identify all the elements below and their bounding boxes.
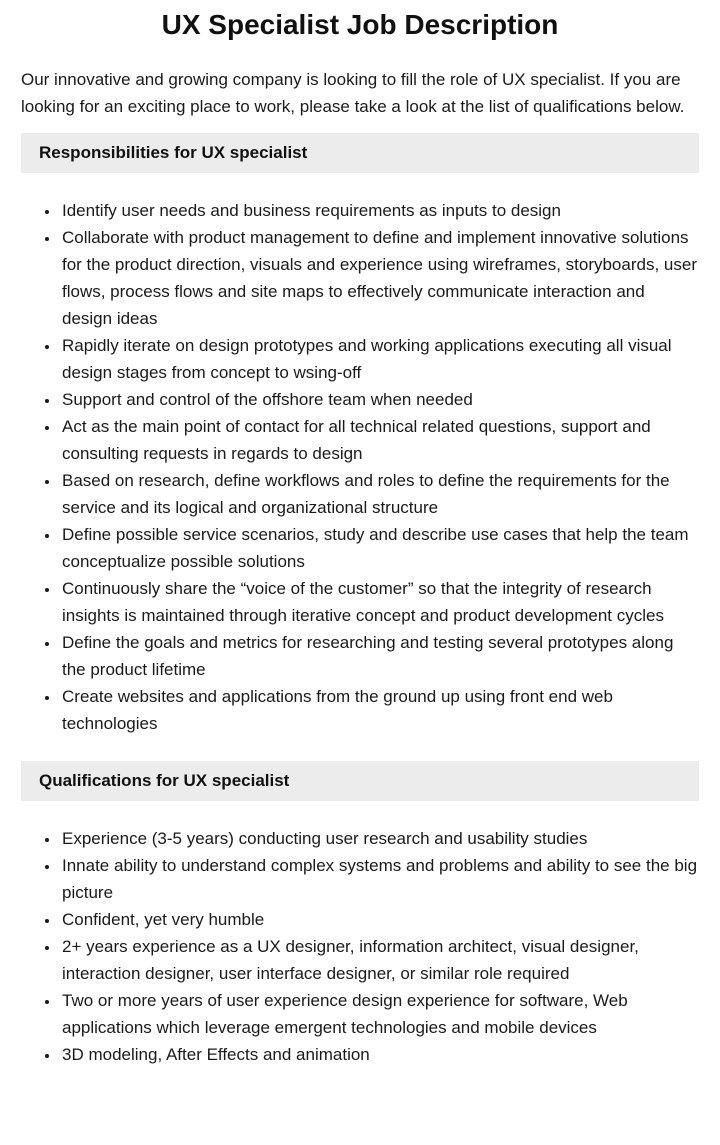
list-item: • Create websites and applications from the ground up using front end web technologies <box>60 683 699 737</box>
list-item: • Based on research, define workflows and roles to define the requirements for the service and its logical and organizational structure <box>60 467 699 521</box>
list-item: • Define possible service scenarios, study and describe use cases that help the team conceptualize possible solutions <box>60 521 699 575</box>
responsibilities-section <box>21 133 699 737</box>
list-item: • 2+ years experience as a UX designer, information architect, visual designer, interaction designer, user interface designer, or similar role required <box>60 933 699 987</box>
intro-paragraph: Our innovative and growing company is looking to fill the role of UX specialist. If you are looking for an exciting place to work, please take a look at the list of qualifications below. <box>21 69 685 116</box>
list-item: • Support and control of the offshore team when needed <box>60 386 699 413</box>
job-description-document <box>0 8 720 1145</box>
list-item: • Define the goals and metrics for researching and testing several prototypes along the product lifetime <box>60 629 699 683</box>
responsibilities-heading: Responsibilities for UX specialist <box>21 133 699 173</box>
list-item: • Experience (3-5 years) conducting user research and usability studies <box>60 825 699 852</box>
qualifications-section <box>21 761 699 1068</box>
list-item: • 3D modeling, After Effects and animation <box>60 1041 699 1068</box>
qualifications-list <box>21 825 699 1068</box>
list-item: • Collaborate with product management to define and implement innovative solutions for the product direction, visuals and experience using wireframes, storyboards, user flows, process flows and site maps to effectively communicate interaction and design ideas <box>60 224 699 332</box>
list-item: • Rapidly iterate on design prototypes and working applications executing all visual design stages from concept to wsing-off <box>60 332 699 386</box>
list-item: • Confident, yet very humble <box>60 906 699 933</box>
list-item: • Act as the main point of contact for all technical related questions, support and consulting requests in regards to design <box>60 413 699 467</box>
page-title: UX Specialist Job Description <box>161 9 559 40</box>
responsibilities-list <box>21 197 699 737</box>
list-item: • Innate ability to understand complex systems and problems and ability to see the big picture <box>60 852 699 906</box>
qualifications-heading: Qualifications for UX specialist <box>21 761 699 801</box>
list-item: • Two or more years of user experience design experience for software, Web applications which leverage emergent technologies and mobile devices <box>60 987 699 1041</box>
list-item: • Identify user needs and business requirements as inputs to design <box>60 197 699 224</box>
list-item: • Continuously share the “voice of the customer” so that the integrity of research insights is maintained through iterative concept and product development cycles <box>60 575 699 629</box>
